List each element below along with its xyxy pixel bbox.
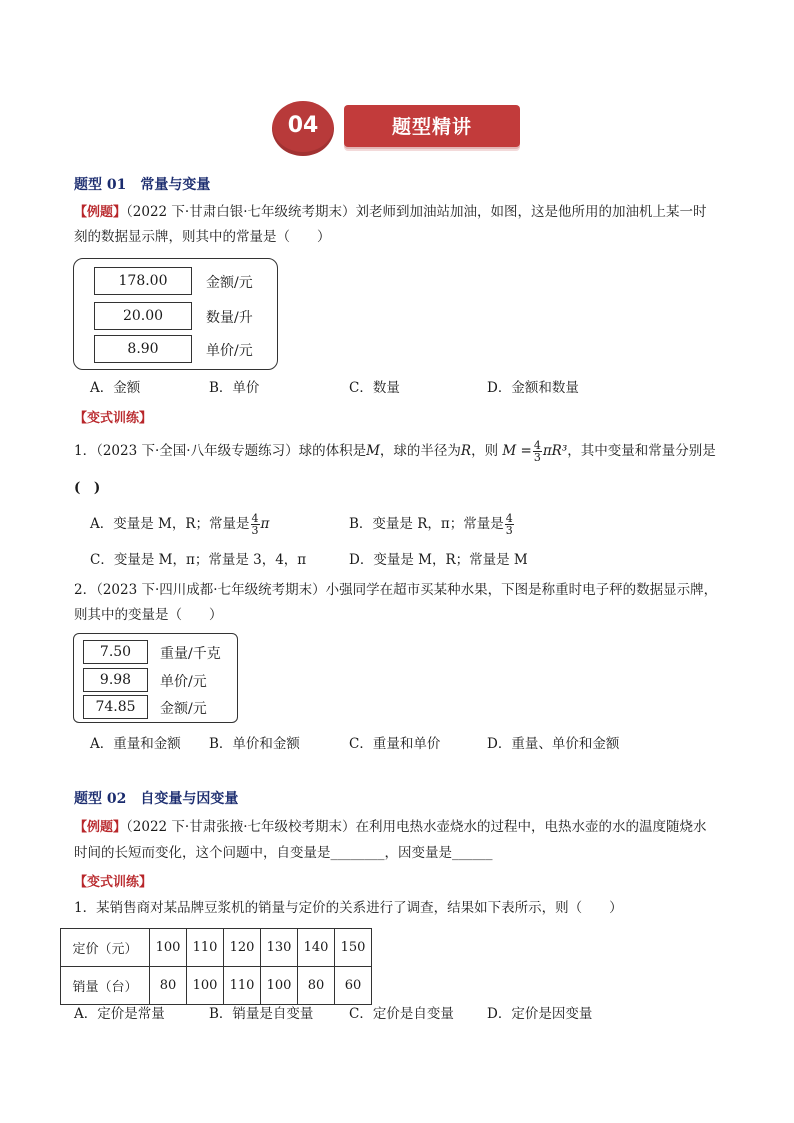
q1-text-b: ，球的半径为 (379, 443, 461, 459)
type1-example-line1 (74, 202, 707, 223)
scale-amount-label: 金额/元 (160, 701, 207, 717)
table-cell: 销量（台） (61, 967, 150, 1005)
example-option-c[interactable]: C．数量 (349, 380, 400, 396)
type1-q1-line2: ( ) (74, 480, 101, 496)
table-row (61, 967, 372, 1005)
fuel-price-value: 8.90 (94, 335, 192, 363)
q1-option-a[interactable] (90, 513, 269, 536)
q2-option-c[interactable]: C．重量和单价 (349, 736, 441, 752)
fuel-quantity-value: 20.00 (94, 302, 192, 330)
example-option-b[interactable]: B．单价 (209, 380, 260, 396)
type2-option-d[interactable]: D．定价是因变量 (487, 1006, 593, 1022)
q1-text-c: ，则 (471, 443, 499, 459)
scale-price-label: 单价/元 (160, 674, 207, 690)
q1-option-b[interactable] (349, 513, 515, 536)
q1-opt-b-text: B．变量是 R，π；常量是 (349, 516, 504, 532)
table-cell: 110 (187, 929, 224, 967)
table-cell: 100 (187, 967, 224, 1005)
type2-option-b[interactable]: B．销量是自变量 (209, 1006, 314, 1022)
header-number: 04 (287, 113, 319, 138)
example-option-d[interactable]: D．金额和数量 (487, 380, 579, 396)
table-row (61, 929, 372, 967)
fuel-amount-value: 178.00 (94, 267, 192, 295)
frac-den: 3 (505, 524, 513, 537)
scale-amount-value: 74.85 (83, 695, 148, 719)
type1-q2-line2: 则其中的变量是（ ） (74, 607, 223, 623)
type1-heading: 题型 01 常量与变量 (74, 177, 211, 193)
var-m: M (366, 443, 380, 459)
table-cell: 110 (224, 967, 261, 1005)
q2-option-b[interactable]: B．单价和金额 (209, 736, 300, 752)
type2-practice-tag: 【变式训练】 (74, 875, 153, 890)
example-tag: 【例题】 (74, 205, 127, 220)
type2-option-c[interactable]: C．定价是自变量 (349, 1006, 454, 1022)
q1-opt-a-pi: π (260, 516, 270, 532)
example-text: （2022 下·甘肃白银·七年级统考期末）刘老师到加油站加油，如图，这是他所用的加油机上某一时 (126, 204, 707, 220)
table-cell: 100 (150, 929, 187, 967)
type2-heading: 题型 02 自变量与因变量 (74, 791, 239, 807)
type1-q1-line1 (74, 440, 716, 463)
frac-num: 4 (505, 512, 513, 525)
table-cell: 120 (224, 929, 261, 967)
type2-example-line1 (74, 817, 707, 838)
type2-example-line2: 时间的长短而变化，这个问题中，自变量是________，因变量是______ (74, 845, 493, 861)
q1-text-d: ，其中变量和常量分别是 (567, 443, 716, 459)
table-cell: 80 (298, 967, 335, 1005)
formula-fraction (533, 440, 542, 463)
q1-option-c[interactable]: C．变量是 M，π；常量是 3，4，π (90, 552, 307, 568)
q1-opt-a-text: A．变量是 M，R；常量是 (90, 516, 250, 532)
fuel-price-label: 单价/元 (206, 343, 253, 359)
example-text: （2022 下·甘肃张掖·七年级校考期末）在利用电热水壶烧水的过程中，电热水壶的水的温度随烧水 (126, 819, 707, 835)
formula-lhs: M = (502, 443, 532, 459)
example-tag: 【例题】 (74, 820, 127, 835)
table-cell: 定价（元） (61, 929, 150, 967)
frac-num: 4 (251, 512, 259, 525)
scale-weight-value: 7.50 (83, 640, 148, 664)
var-r: R (460, 443, 472, 459)
frac-num: 4 (533, 439, 541, 452)
frac-den: 3 (251, 524, 259, 537)
fuel-quantity-label: 数量/升 (206, 310, 253, 326)
formula-rhs: πR³ (542, 443, 568, 459)
q2-option-a[interactable]: A．重量和金额 (90, 736, 181, 752)
type1-q2-line1: 2．（2023 下·四川成都·七年级统考期末）小强同学在超市买某种水果，下图是称重时电子秤的数据显示牌， (74, 582, 718, 598)
table-cell: 130 (261, 929, 298, 967)
q1-opt-a-fraction (251, 513, 260, 536)
scale-weight-label: 重量/千克 (160, 646, 221, 662)
example-option-a[interactable]: A．金额 (90, 380, 141, 396)
header-title: 题型精讲 (391, 116, 472, 138)
q1-opt-b-fraction (505, 513, 514, 536)
q1-text-a: 1．（2023 下·全国·八年级专题练习）球的体积是 (74, 443, 367, 459)
type2-option-a[interactable]: A．定价是常量 (74, 1006, 165, 1022)
table-cell: 80 (150, 967, 187, 1005)
price-sales-table (60, 928, 372, 1005)
q1-option-d[interactable]: D．变量是 M，R；常量是 M (349, 552, 528, 568)
frac-den: 3 (533, 451, 541, 464)
table-cell: 60 (335, 967, 372, 1005)
type1-practice-tag: 【变式训练】 (74, 411, 153, 426)
table-cell: 140 (298, 929, 335, 967)
fuel-amount-label: 金额/元 (206, 275, 253, 291)
type1-example-line2: 刻的数据显示牌，则其中的常量是（ ） (74, 229, 331, 245)
table-cell: 100 (261, 967, 298, 1005)
q2-option-d[interactable]: D．重量、单价和金额 (487, 736, 620, 752)
table-cell: 150 (335, 929, 372, 967)
scale-price-value: 9.98 (83, 668, 148, 692)
type2-q1-line1: 1．某销售商对某品牌豆浆机的销量与定价的关系进行了调查，结果如下表所示，则（ ） (74, 900, 623, 916)
